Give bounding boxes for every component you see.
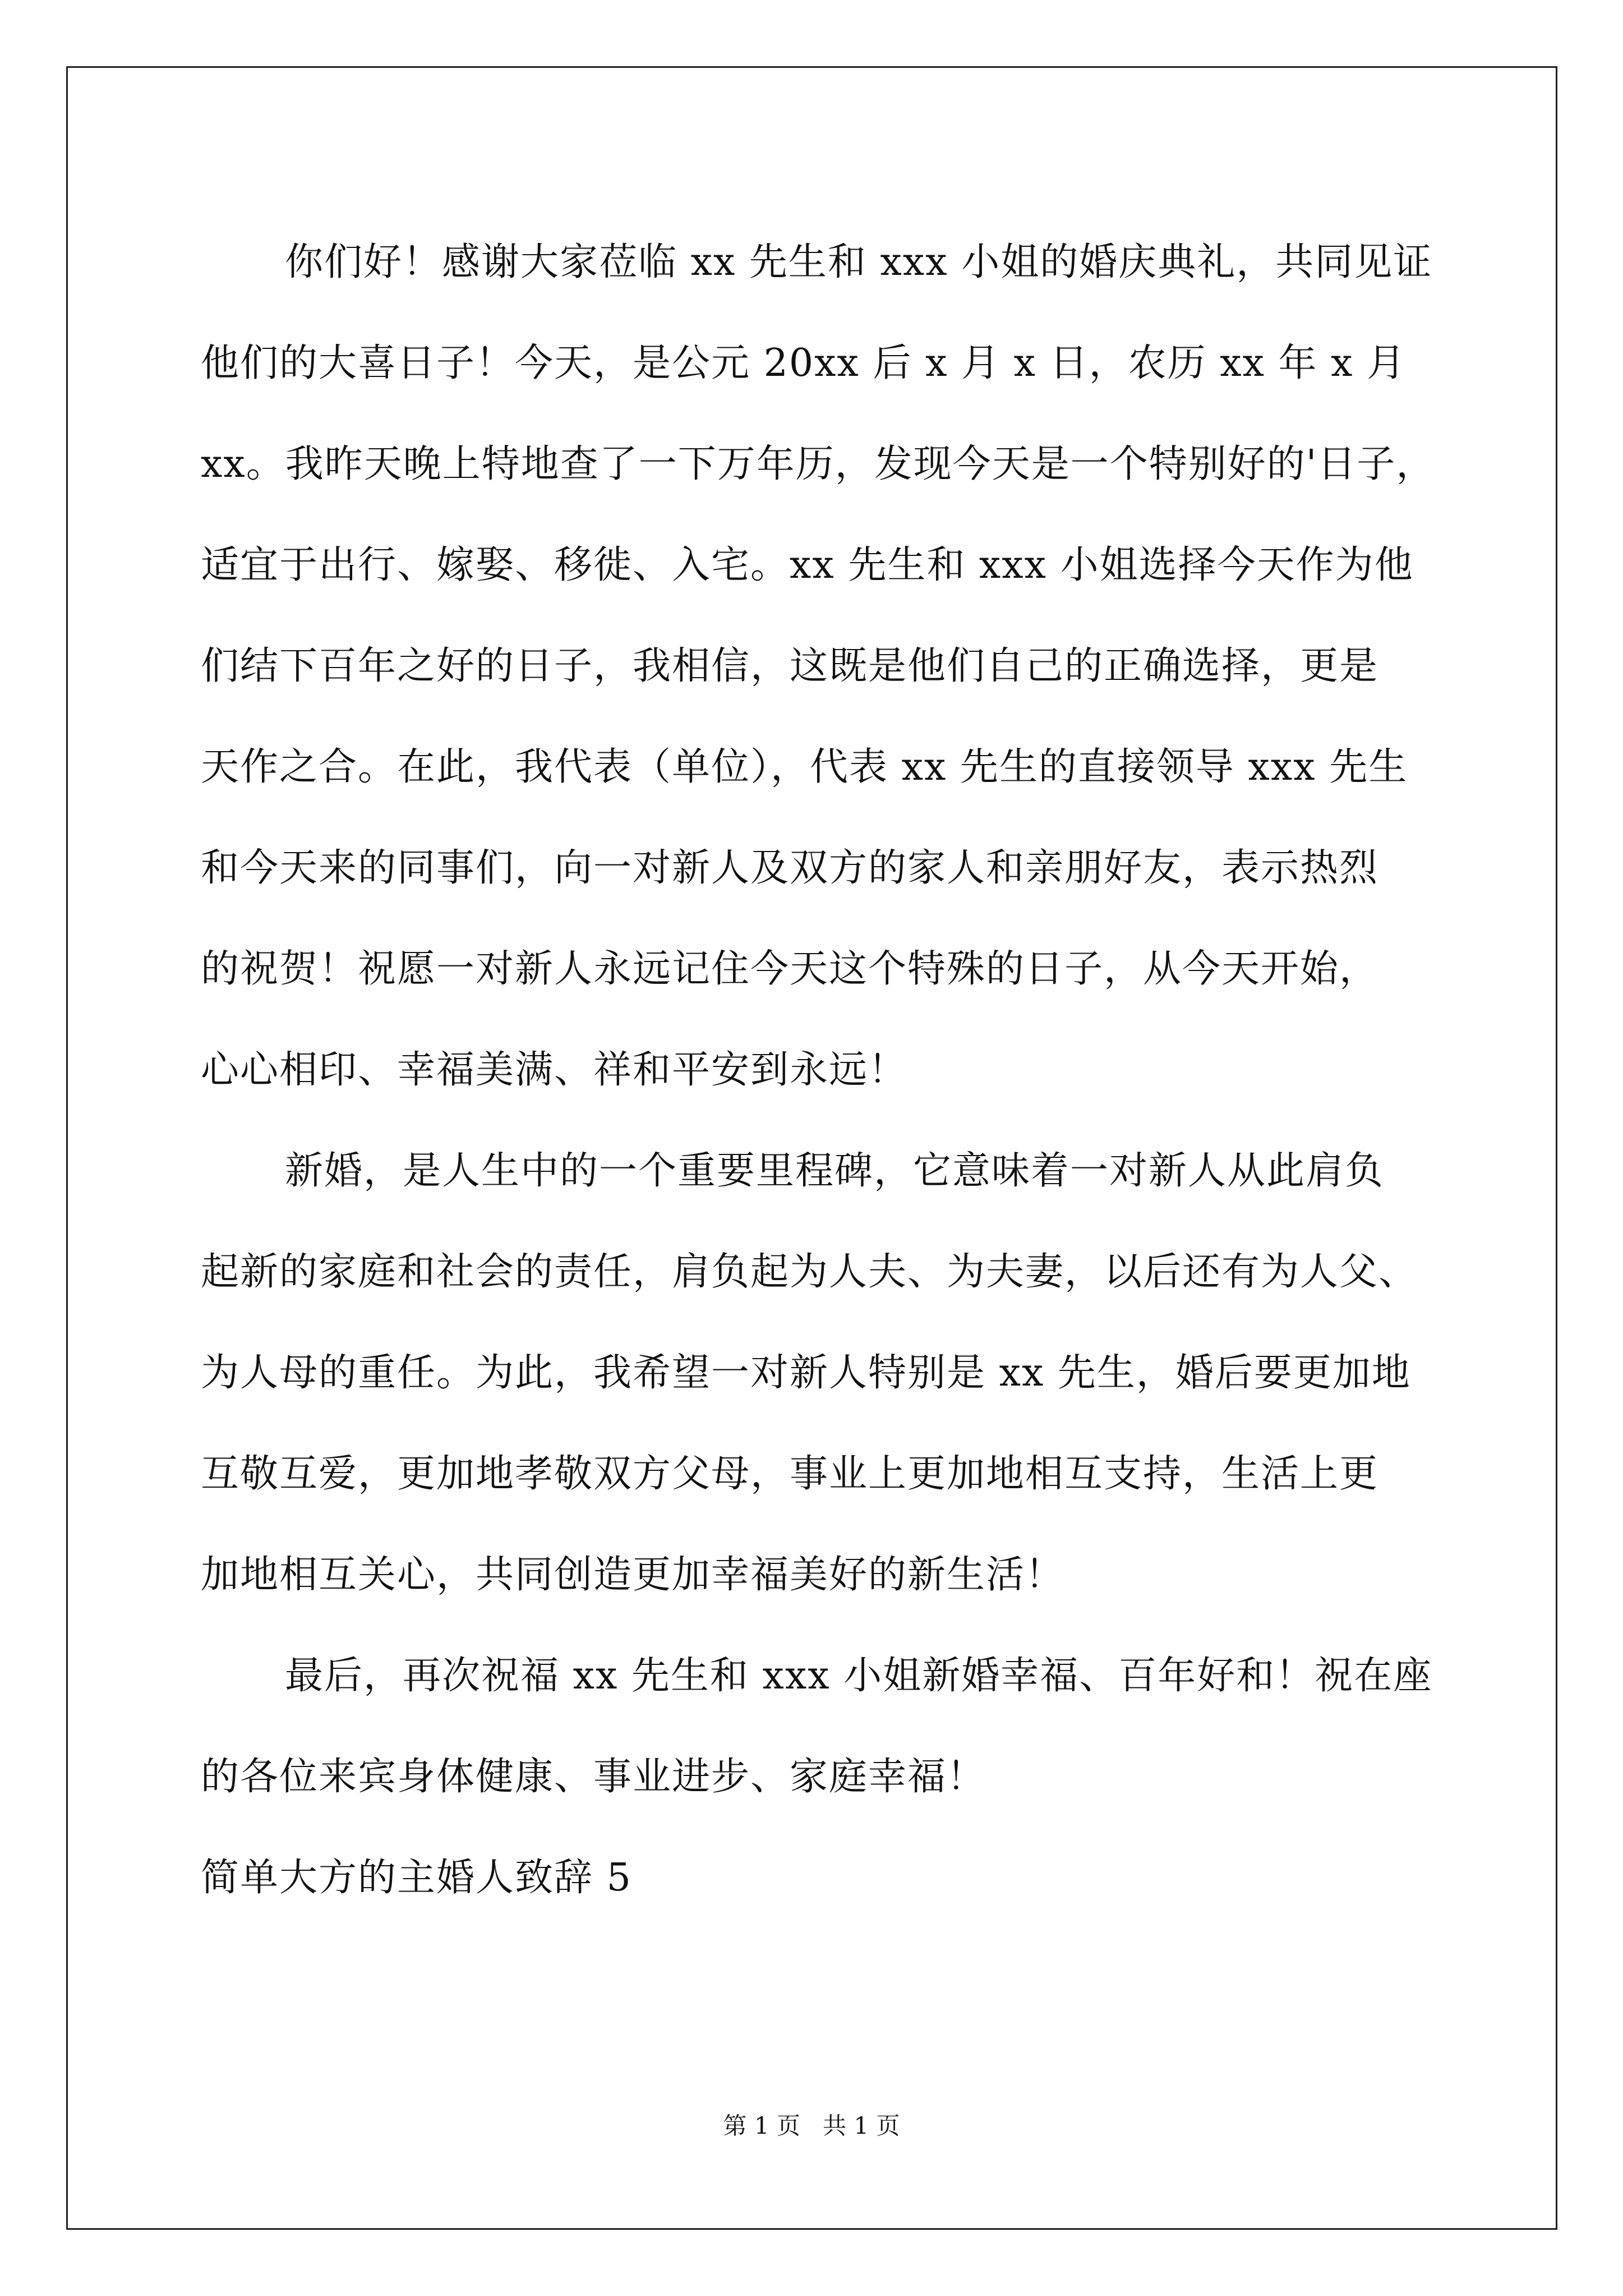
- paragraph-2-line-1: 新婚，是人生中的一个重要里程碑，它意味着一对新人从此肩负: [285, 1149, 1385, 1193]
- paragraph-1-line-7: 和今天来的同事们，向一对新人及双方的家人和亲朋好友，表示热烈: [201, 846, 1379, 890]
- paragraph-2-line-2: 起新的家庭和社会的责任，肩负起为人夫、为夫妻，以后还有为人父、: [201, 1250, 1418, 1294]
- paragraph-3-line-2: 的各位来宾身体健康、事业进步、家庭幸福！: [201, 1755, 986, 1799]
- paragraph-1-line-5: 们结下百年之好的日子，我相信，这既是他们自己的正确选择，更是: [201, 644, 1379, 688]
- paragraph-1-line-6: 天作之合。在此，我代表（单位），代表 xx 先生的直接领导 xxx 先生: [201, 745, 1408, 789]
- paragraph-1-line-9: 心心相印、幸福美满、祥和平安到永远！: [201, 1048, 908, 1092]
- paragraph-2-line-4: 互敬互爱，更加地孝敬双方父母，事业上更加地相互支持，生活上更: [201, 1452, 1379, 1496]
- document-body: [201, 212, 1435, 1929]
- paragraph-3-line-1: 最后，再次祝福 xx 先生和 xxx 小姐新婚幸福、百年好和！祝在座: [285, 1654, 1433, 1698]
- paragraph-1-line-8: 的祝贺！祝愿一对新人永远记住今天这个特殊的日子，从今天开始，: [201, 947, 1379, 991]
- section-heading: 简单大方的主婚人致辞 5: [201, 1856, 632, 1900]
- paragraph-2-line-5: 加地相互关心，共同创造更加幸福美好的新生活！: [201, 1553, 1065, 1597]
- paragraph-2-line-3: 为人母的重任。为此，我希望一对新人特别是 xx 先生，婚后要更加地: [201, 1351, 1411, 1395]
- paragraph-1-line-1: 你们好！感谢大家莅临 xx 先生和 xxx 小姐的婚庆典礼，共同见证: [285, 240, 1433, 284]
- paragraph-1-line-2: 他们的大喜日子！今天，是公元 20xx 后 x 月 x 日，农历 xx 年 x 月: [201, 341, 1407, 385]
- page-footer: 第 1 页 共 1 页: [723, 2112, 900, 2139]
- paragraph-1-line-4: 适宜于出行、嫁娶、移徙、入宅。xx 先生和 xxx 小姐选择今天作为他: [201, 543, 1414, 587]
- paragraph-1-line-3: xx。我昨天晚上特地查了一下万年历，发现今天是一个特别好的'日子，: [201, 442, 1436, 486]
